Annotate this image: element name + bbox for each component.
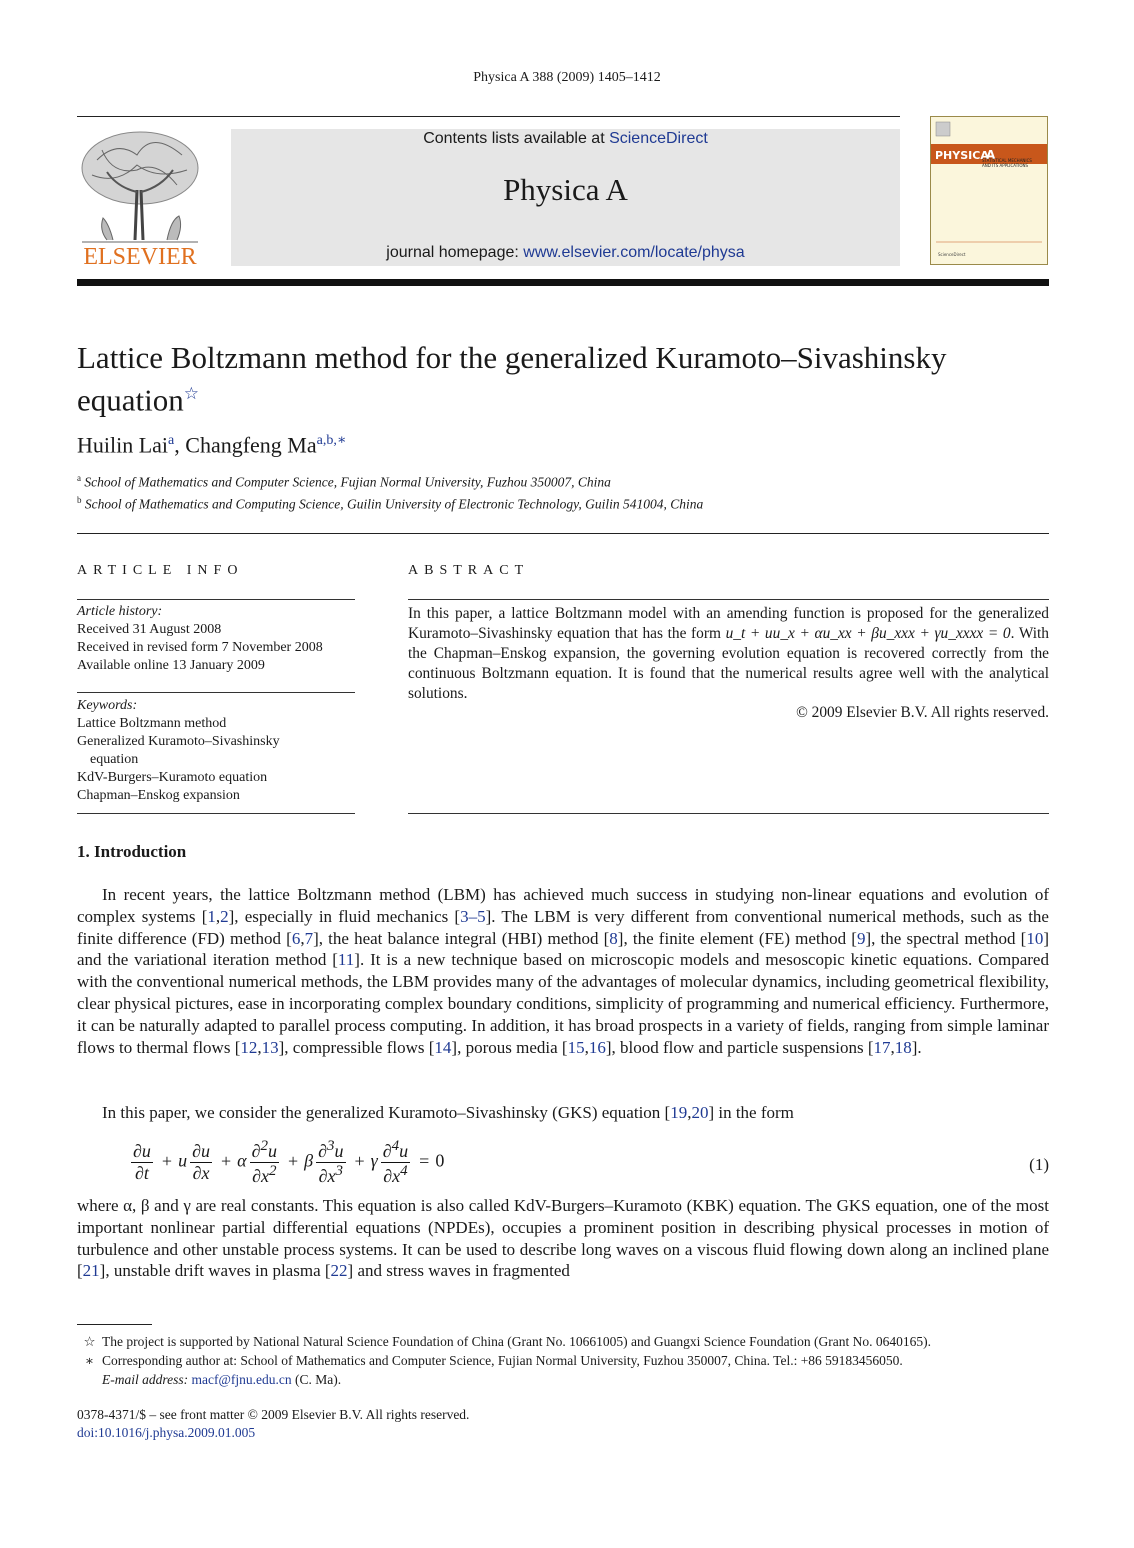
citation-14[interactable]: 14 <box>434 1037 452 1057</box>
article-info-bottom-rule <box>77 813 355 814</box>
elsevier-wordmark: ELSEVIER <box>83 244 197 268</box>
tree-icon <box>77 130 203 268</box>
author-lai-affil[interactable]: a <box>168 433 175 448</box>
keyword-continuation: equation <box>90 752 139 767</box>
section-rule <box>77 533 1049 534</box>
received-date: Received 31 August 2008 <box>77 622 222 637</box>
star-icon: ☆ <box>83 1334 96 1349</box>
header-thick-rule <box>77 279 1049 286</box>
history-label: Article history: <box>77 604 163 619</box>
footnote-corresponding <box>77 1351 1057 1370</box>
cover-subtitle-2: AND ITS APPLICATIONS <box>982 163 1029 168</box>
intro-paragraph-2: In this paper, we consider the generalized Kuramoto–Sivashinsky (GKS) equation [19,20] in the form <box>102 1103 794 1122</box>
issn-line: 0378-4371/$ – see front matter © 2009 Elsevier B.V. All rights reserved. <box>77 1407 470 1422</box>
asterisk-icon: ∗ <box>84 1353 95 1368</box>
author-ma-affil[interactable]: a,b,∗ <box>316 433 347 448</box>
email-suffix: (C. Ma). <box>291 1372 342 1387</box>
journal-cover <box>930 116 1048 265</box>
citation-10[interactable]: 10 <box>1026 928 1044 948</box>
homepage-link[interactable]: www.elsevier.com/locate/physa <box>523 244 745 261</box>
contents-prefix: Contents lists available at <box>423 130 610 147</box>
abstract-copyright: © 2009 Elsevier B.V. All rights reserved. <box>796 704 1049 721</box>
title-footnote-mark[interactable]: ☆ <box>183 384 199 403</box>
citation-19[interactable]: 19 <box>670 1103 688 1122</box>
abstract-part: . With the Chapman–Enskog expansion, the governing evolution equation is recovered correctly from the continuous Boltzmann equation. It is found that the numerical results agree well with the analytical solutions. <box>408 625 1049 702</box>
intro-paragraph-3: where α, β and γ are real constants. This equation is also called KdV-Burgers–Kuramoto (KBK) equation. The GKS equation, one of the most important nonlinear partial differential equations (NPDEs), occupies a prominent position in describing physical processes in motion of turbulence and other unstable process systems. It can be used to describe long waves on a viscous fluid flowing down along an inclined plane [21], unstable drift waves in plasma [22] and stress waves in fragmented <box>77 1196 1049 1281</box>
citation-11[interactable]: 11 <box>337 950 355 970</box>
citation-22[interactable]: 22 <box>330 1261 348 1281</box>
front-matter <box>77 1406 469 1442</box>
abstract-bottom-rule <box>408 813 1049 814</box>
footnote-email <box>77 1370 1057 1389</box>
author-separator: , <box>174 432 186 458</box>
cover-footer: ScienceDirect <box>938 252 966 257</box>
affil-b-text: School of Mathematics and Computing Science, Guilin University of Electronic Technology, Guilin 541004, China <box>84 496 704 512</box>
homepage-prefix: journal homepage: <box>386 244 524 261</box>
citation-21[interactable]: 21 <box>82 1261 100 1281</box>
article-title <box>77 340 1049 418</box>
citation-2[interactable]: 2 <box>220 906 229 926</box>
corresponding-text: Corresponding author at: School of Mathematics and Computer Science, Fujian Normal University, Fuzhou 350007, China. Tel.: +86 59183456050. <box>102 1353 903 1368</box>
abstract-heading: ABSTRACT <box>408 563 530 578</box>
citation-17[interactable]: 17 <box>873 1037 891 1057</box>
footnote-rule <box>77 1324 152 1325</box>
intro-paragraph-1: In recent years, the lattice Boltzmann method (LBM) has achieved much success in studying non-linear equations and evolution of complex systems [1,2], especially in fluid mechanics [3–5]. The LBM is very different from conventional numerical methods, such as the finite difference (FD) method [6,7], the heat balance integral (HBI) method [8], the finite element (FE) method [9], the spectral method [10] and the variational iteration method [11]. It is a new technique based on microscopic models and mesoscopic kinetic equations. Compared with the conventional numerical methods, the LBM provides many of the advantages of molecular dynamics, including geometrical flexibility, clear physical pictures, ease in incorporating complex boundary conditions, simplicity of programming and numerical efficiency. Furthermore, it can be naturally adapted to parallel process computing. In addition, it has broad prospects in a variety of fields, ranging from simple laminar flows to thermal flows [12,13], compressible flows [14], porous media [15,16], blood flow and particle suspensions [17,18]. <box>77 885 1049 1057</box>
affiliation-a <box>77 473 611 491</box>
cover-title: PHYSICA <box>935 149 989 162</box>
email-label: E-mail address: <box>102 1372 192 1387</box>
equation-1: $\frac{\partial u}{\partial t}$ + u $\frac{\partial u}{\partial x}$ + α $\frac{\partial^2u}{\partial x^2}$ + β $\frac{\partial^3u}{\partial x^3}$ + γ $\frac{\partial^4u}{\partial x^4}$ = 0 <box>133 1138 445 1186</box>
equation-number: (1) <box>1029 1155 1049 1174</box>
citation-15[interactable]: 15 <box>567 1037 585 1057</box>
affiliation-b <box>77 495 703 513</box>
citation-9[interactable]: 9 <box>856 928 866 948</box>
abstract-rule <box>408 599 1049 600</box>
authors <box>77 432 346 458</box>
article-info-heading: ARTICLE INFO <box>77 563 244 578</box>
keyword: Generalized Kuramoto–Sivashinsky <box>77 734 280 749</box>
revised-date: Received in revised form 7 November 2008 <box>77 640 323 655</box>
citation-3-5[interactable]: 3–5 <box>460 906 486 926</box>
sciencedirect-link[interactable]: ScienceDirect <box>609 130 708 147</box>
citation-18[interactable]: 18 <box>894 1037 912 1057</box>
citation-20[interactable]: 20 <box>691 1103 709 1122</box>
author-ma: Changfeng Ma <box>185 432 317 458</box>
affil-b-mark: b <box>77 495 82 505</box>
keywords <box>77 697 362 805</box>
online-date: Available online 13 January 2009 <box>77 658 265 673</box>
doi-link[interactable]: doi:10.1016/j.physa.2009.01.005 <box>77 1425 256 1440</box>
journal-title: Physica A <box>503 172 628 207</box>
keyword: Chapman–Enskog expansion <box>77 788 240 803</box>
cover-subtitle-1: STATISTICAL MECHANICS <box>982 158 1032 163</box>
contents-line <box>231 130 900 148</box>
cover-letter: A <box>986 148 996 162</box>
abstract-text <box>408 604 1049 704</box>
homepage-line <box>231 244 900 262</box>
citation-12[interactable]: 12 <box>240 1037 258 1057</box>
author-lai: Huilin Lai <box>77 432 169 458</box>
citation-16[interactable]: 16 <box>588 1037 606 1057</box>
footnote-funding <box>77 1332 1057 1351</box>
elsevier-logo <box>77 130 203 268</box>
citation-8[interactable]: 8 <box>609 928 618 948</box>
citation-1[interactable]: 1 <box>207 906 216 926</box>
journal-reference: Physica A 388 (2009) 1405–1412 <box>473 70 661 85</box>
keyword: KdV-Burgers–Kuramoto equation <box>77 770 268 785</box>
citation-7[interactable]: 7 <box>304 928 314 948</box>
affil-a-text: School of Mathematics and Computer Science, Fujian Normal University, Fuzhou 350007, China <box>84 474 611 490</box>
abstract-part: In this paper, a lattice Boltzmann model with an amending function is proposed for the generalized Kuramoto–Sivashinsky equation that has the form <box>408 605 1049 642</box>
keywords-label: Keywords: <box>77 698 138 713</box>
keywords-rule <box>77 692 355 693</box>
affil-a-mark: a <box>77 473 81 483</box>
citation-13[interactable]: 13 <box>261 1037 279 1057</box>
article-history <box>77 603 362 675</box>
abstract-formula: u_t + uu_x + αu_xx + βu_xxx + γu_xxxx = 0 <box>725 625 1011 642</box>
title-text: Lattice Boltzmann method for the generalized Kuramoto–Sivashinsky equation <box>77 340 947 418</box>
keyword: Lattice Boltzmann method <box>77 716 227 731</box>
email-link[interactable]: macf@fjnu.edu.cn <box>191 1372 292 1387</box>
funding-text: The project is supported by National Natural Science Foundation of China (Grant No. 10661005) and Guangxi Science Foundation (Grant No. 0640165). <box>102 1334 931 1349</box>
header-rule <box>77 116 900 117</box>
article-info-rule <box>77 599 355 600</box>
section-heading-introduction: 1. Introduction <box>77 842 187 861</box>
citation-6[interactable]: 6 <box>291 928 301 948</box>
